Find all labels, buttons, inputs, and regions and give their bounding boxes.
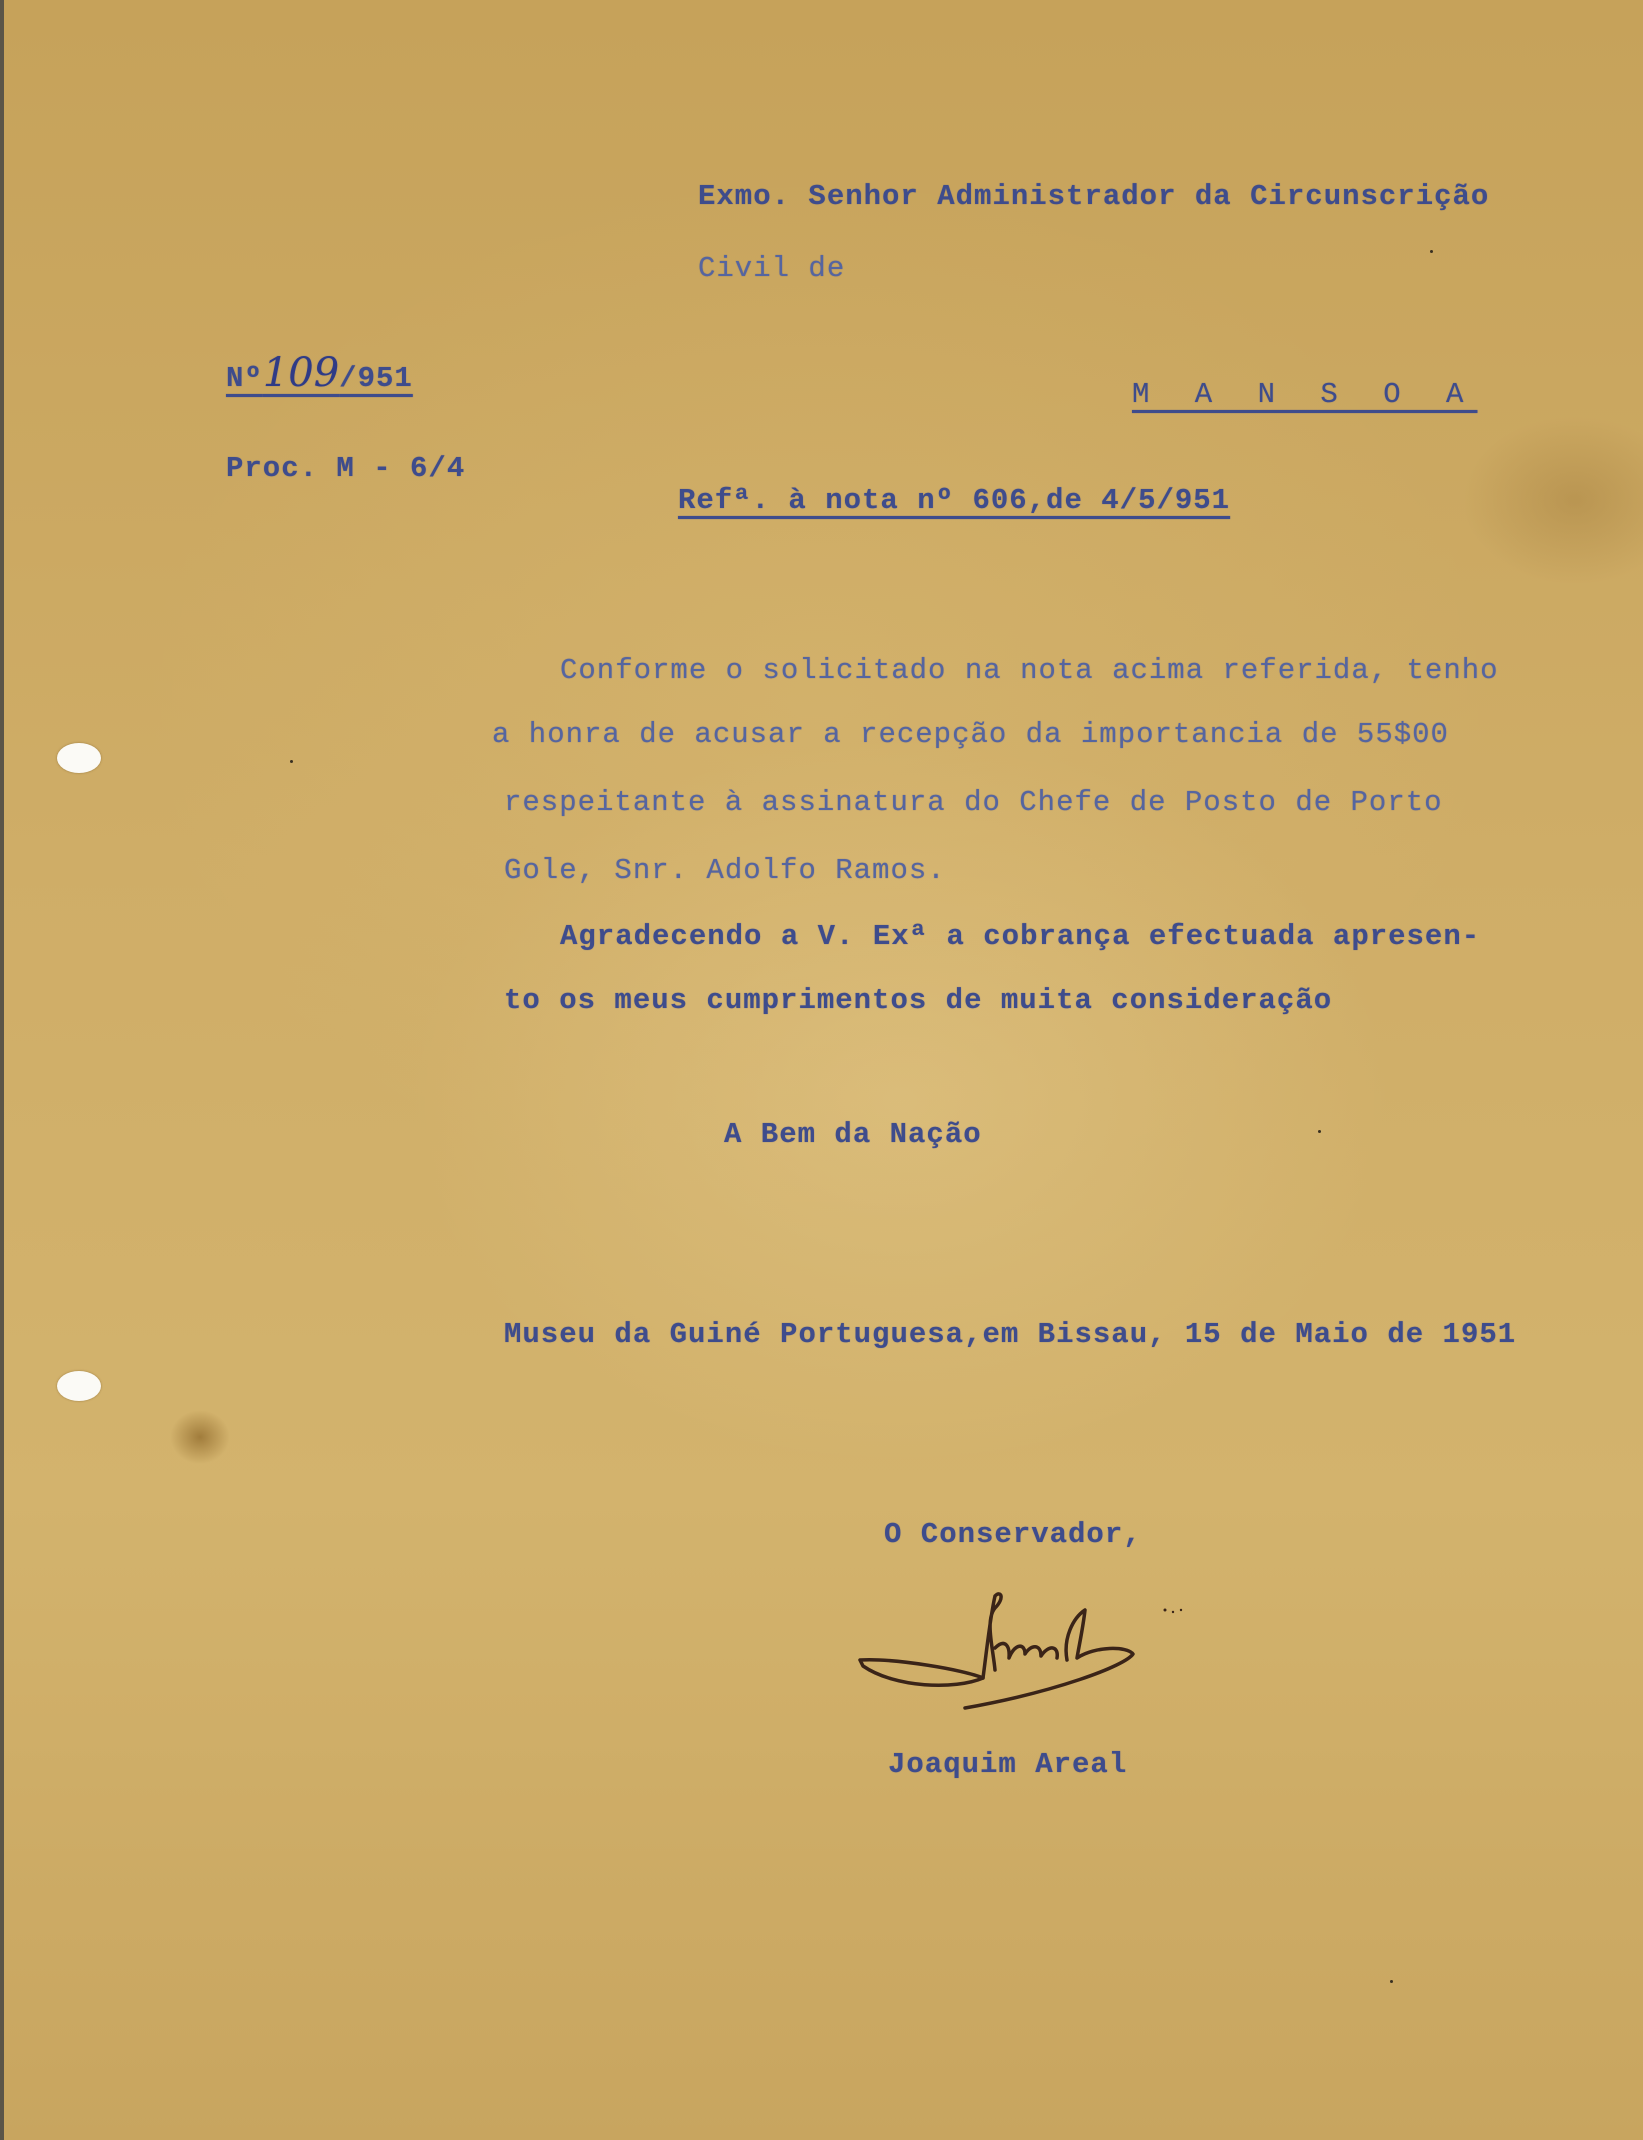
- body-paragraph-1-line-1: Conforme o solicitado na nota acima referida, tenho: [560, 654, 1499, 687]
- place-and-date: Museu da Guiné Portuguesa,em Bissau, 15 de Maio de 1951: [504, 1318, 1517, 1351]
- reference-number-handwritten: 109: [262, 350, 340, 396]
- paper-speck: [290, 760, 293, 763]
- reference-number: [226, 350, 413, 396]
- addressee-line-1: Exmo. Senhor Administrador da Circunscrição: [698, 180, 1490, 213]
- addressee-place: M A N S O A: [1132, 378, 1478, 411]
- addressee-line-2: Civil de: [698, 252, 846, 285]
- body-paragraph-2-line-1: Agradecendo a V. Exª a cobrança efectuada apresen-: [560, 920, 1481, 953]
- paper-speck: [1430, 250, 1433, 253]
- body-paragraph-1-line-3: respeitante à assinatura do Chefe de Posto de Porto: [504, 786, 1443, 819]
- page-left-edge: [0, 0, 4, 2140]
- body-paragraph-2-line-2: to os meus cumprimentos de muita consideração: [504, 984, 1333, 1017]
- body-paragraph-1-line-4: Gole, Snr. Adolfo Ramos.: [504, 854, 946, 887]
- subject-reference: Refª. à nota nº 606,de 4/5/951: [678, 484, 1231, 517]
- process-reference: Proc. M - 6/4: [226, 452, 466, 485]
- paper-speck: [1390, 1980, 1393, 1983]
- signatory-title: O Conservador,: [884, 1518, 1142, 1551]
- handwritten-signature-icon: [855, 1588, 1185, 1728]
- paper-speck: [1318, 1130, 1321, 1133]
- salutation: A Bem da Nação: [724, 1118, 982, 1151]
- reference-number-prefix: Nº: [226, 362, 263, 395]
- punch-hole-top: [57, 743, 101, 773]
- body-paragraph-1-line-2: a honra de acusar a recepção da importancia de 55$00: [492, 718, 1449, 751]
- reference-number-year: /951: [339, 362, 413, 395]
- punch-hole-bottom: [57, 1371, 101, 1401]
- signatory-name: Joaquim Areal: [888, 1748, 1128, 1781]
